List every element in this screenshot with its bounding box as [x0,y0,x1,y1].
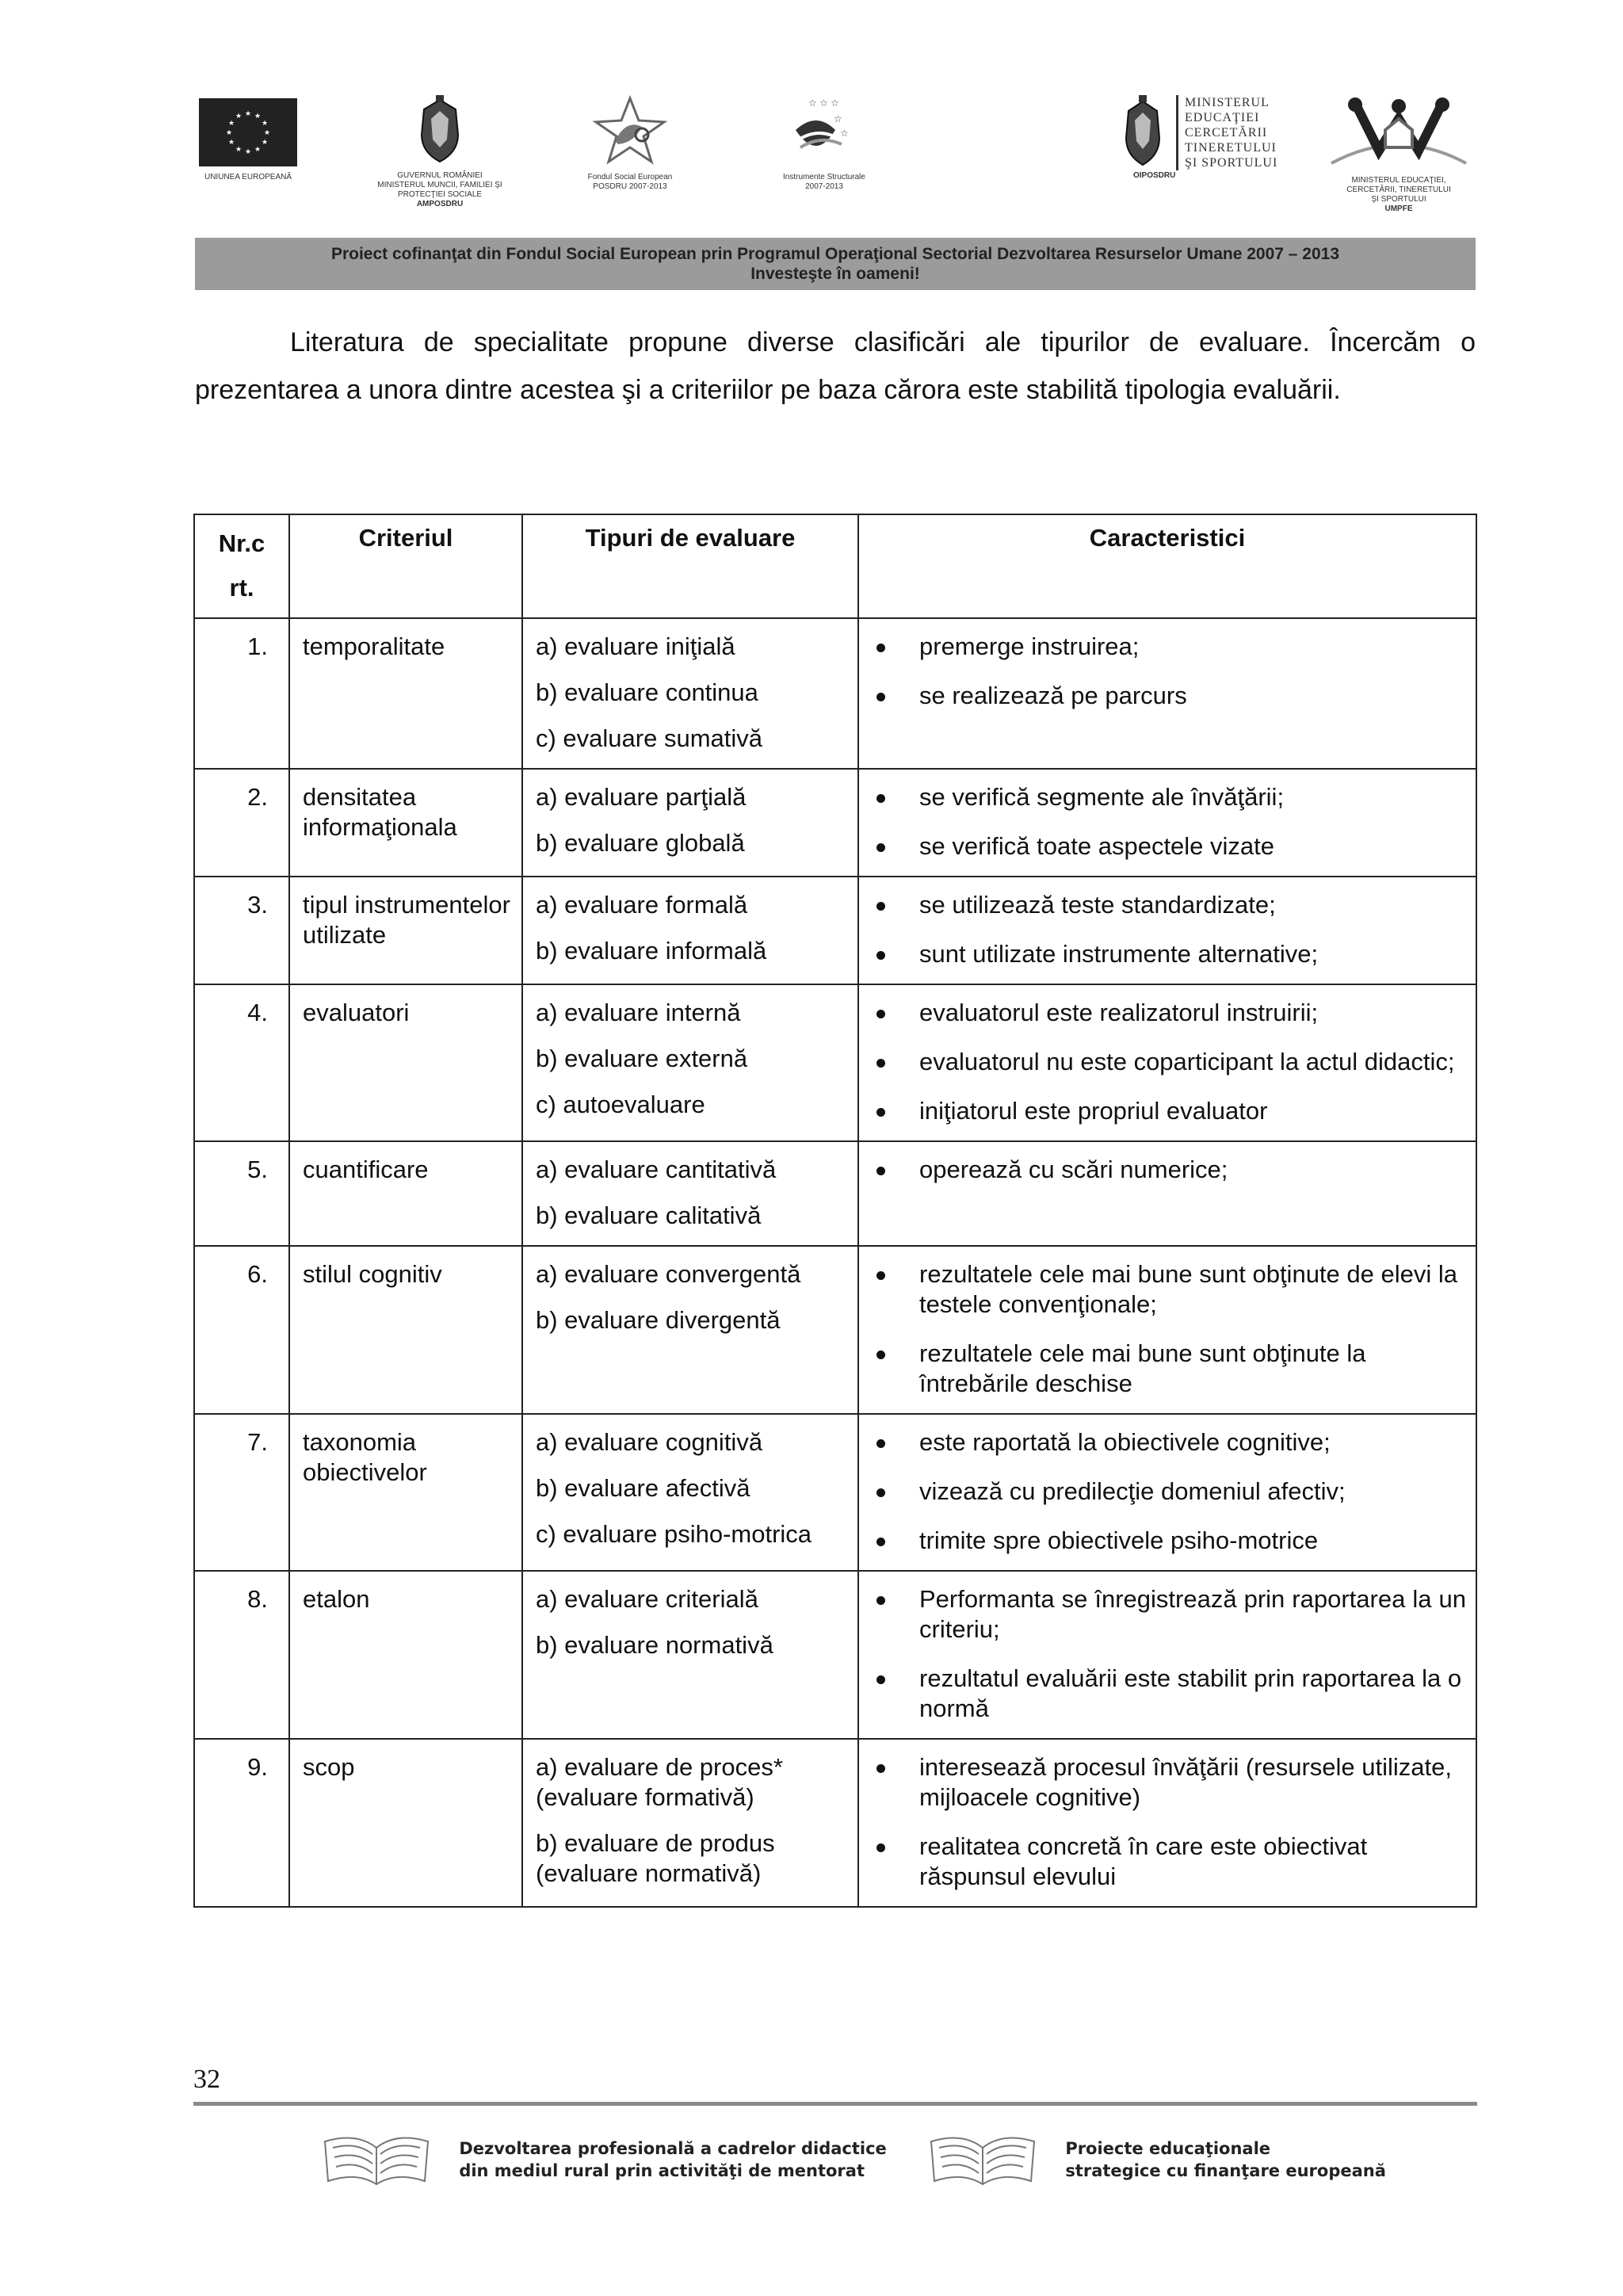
svg-text:★: ★ [225,129,233,137]
footer-left-line: Dezvoltarea profesională a cadrelor didactice [459,2139,887,2158]
logo-caption: OIPOSDRU [1133,171,1176,180]
svg-text:★: ★ [254,113,262,120]
row-tipuri [522,1571,858,1739]
caracteristica-item: interesează procesul învăţării (resursele utilizate, mijloacele cognitive) [872,1752,1466,1813]
ministry-name-line: MINISTERUL [1185,96,1270,109]
tip-evaluare: b) evaluare afectivă [536,1474,750,1502]
tip-evaluare: b) evaluare calitativă [536,1201,762,1229]
header-criteriu: Criteriul [289,514,522,618]
caracteristica-item: rezultatul evaluării este stabilit prin raportarea la o normă [872,1664,1466,1724]
table-row [194,1414,1476,1571]
tip-evaluare: a) evaluare cognitivă [536,1428,763,1456]
header-nr [194,514,289,618]
tip-evaluare: c) evaluare psiho-motrica [536,1520,812,1548]
caracteristica-item: se realizează pe parcurs [872,681,1466,711]
caracteristici-list [872,1584,1466,1724]
row-criteriu: densitatea informaţionala [289,769,522,877]
caracteristica-item: vizează cu predilecţie domeniul afectiv; [872,1477,1466,1507]
logo-caption: MINISTERUL MUNCII, FAMILIEI ŞI [377,181,502,189]
open-book-icon [317,2132,436,2187]
row-criteriu: scop [289,1739,522,1907]
eu-flag-icon [199,98,297,166]
row-criteriu: cuantificare [289,1141,522,1246]
svg-text:☆ ☆ ☆: ☆ ☆ ☆ [808,97,839,109]
row-criteriu: tipul instrumentelor utilizate [289,877,522,984]
tip-evaluare: a) evaluare convergentă [536,1260,801,1288]
row-number: 6. [194,1246,289,1414]
row-tipuri [522,984,858,1141]
row-tipuri [522,877,858,984]
logo-caption: Fondul Social European [587,173,673,181]
row-caracteristici [858,1571,1476,1739]
table-row [194,618,1476,769]
logo-caption: Instrumente Structurale [783,173,865,181]
row-tipuri [522,1246,858,1414]
caracteristica-item: trimite spre obiectivele psiho-motrice [872,1526,1466,1556]
caracteristici-list [872,890,1466,969]
tip-evaluare: b) evaluare divergentă [536,1306,781,1334]
caracteristica-item: Performanta se înregistrează prin raportarea la un criteriu; [872,1584,1466,1645]
logo-eu [197,98,300,182]
logo-ministry [1117,95,1308,181]
table-row [194,877,1476,984]
footer-right [923,2132,1386,2187]
row-caracteristici [858,1739,1476,1907]
caracteristica-item: este raportată la obiectivele cognitive; [872,1427,1466,1457]
tip-evaluare: a) evaluare internă [536,999,741,1026]
tip-evaluare: a) evaluare cantitativă [536,1156,777,1183]
caracteristici-list [872,1752,1466,1892]
row-tipuri [522,769,858,877]
tip-evaluare: b) evaluare globală [536,829,745,857]
open-book-icon [923,2132,1042,2187]
table-row [194,1571,1476,1739]
logo-caption: GUVERNUL ROMÂNIEI [397,171,483,180]
caracteristica-item: evaluatorul este realizatorul instruirii; [872,998,1466,1028]
row-criteriu: etalon [289,1571,522,1739]
caracteristica-item: rezultatele cele mai bune sunt obţinute la întrebările deschise [872,1339,1466,1399]
tip-evaluare: b) evaluare normativă [536,1631,773,1659]
logo-structural-instruments [753,95,896,192]
banner-line: Proiect cofinanţat din Fondul Social European prin Programul Operaţional Sectorial Dezvoltarea Resurselor Umane 2007 – 2013 [330,245,1340,263]
header-nr-line: Nr.c [218,529,265,557]
table-row [194,1141,1476,1246]
logo-umpfe [1316,95,1482,214]
table-header-row [194,514,1476,618]
header-tipuri: Tipuri de evaluare [522,514,858,618]
caracteristici-list [872,998,1466,1126]
logo-fse [567,95,693,192]
logo-caption: POSDRU 2007-2013 [593,182,667,191]
caracteristici-list [872,1427,1466,1556]
svg-text:★: ★ [244,148,252,156]
logo-caption: 2007-2013 [805,182,843,191]
romanian-coat-of-arms-icon [412,95,468,166]
row-caracteristici [858,984,1476,1141]
row-tipuri [522,1739,858,1907]
row-number: 9. [194,1739,289,1907]
caracteristica-item: premerge instruirea; [872,632,1466,662]
logo-caption: UMPFE [1384,204,1413,213]
caracteristica-item: se utilizează teste standardizate; [872,890,1466,920]
caracteristica-item: iniţiatorul este propriul evaluator [872,1096,1466,1126]
logo-caption: UNIUNEA EUROPEANĂ [204,173,292,181]
footer-right-line: Proiecte educaţionale [1065,2139,1271,2158]
table-row [194,769,1476,877]
project-banner [195,238,1476,290]
tip-evaluare: b) evaluare de produs (evaluare normativă) [536,1829,775,1887]
umpfe-logo-icon [1323,95,1474,171]
row-criteriu: temporalitate [289,618,522,769]
structural-instruments-logo-icon [785,95,864,166]
tip-evaluare: a) evaluare criterială [536,1585,758,1613]
romanian-coat-of-arms-icon [1117,95,1168,171]
row-caracteristici [858,1141,1476,1246]
row-caracteristici [858,1246,1476,1414]
table-row [194,984,1476,1141]
row-caracteristici [858,769,1476,877]
row-number: 4. [194,984,289,1141]
row-criteriu: taxonomia obiectivelor [289,1414,522,1571]
svg-text:★: ★ [227,139,235,147]
row-number: 2. [194,769,289,877]
row-criteriu: stilul cognitiv [289,1246,522,1414]
caracteristica-item: se verifică toate aspectele vizate [872,831,1466,861]
caracteristica-item: se verifică segmente ale învăţării; [872,782,1466,812]
logo-caption: CERCETĂRII, TINERETULUI [1346,185,1451,194]
svg-text:★: ★ [261,139,269,147]
tip-evaluare: b) evaluare informală [536,937,767,965]
tip-evaluare: a) evaluare formală [536,891,748,919]
row-tipuri [522,1414,858,1571]
row-caracteristici [858,1414,1476,1571]
tip-evaluare: b) evaluare externă [536,1045,748,1072]
tip-evaluare: c) autoevaluare [536,1091,705,1118]
caracteristici-list [872,1259,1466,1399]
ministry-name-line: CERCETĂRII [1185,126,1268,139]
ministry-name-line: EDUCAŢIEI [1185,111,1260,124]
svg-text:★: ★ [227,120,235,128]
ministry-name-line: ŞI SPORTULUI [1185,156,1278,170]
tip-evaluare: a) evaluare de proces* (evaluare formativă) [536,1753,783,1811]
table-body [194,618,1476,1907]
logo-government [361,95,519,209]
logo-caption: PROTECŢIEI SOCIALE [397,190,483,199]
caracteristica-item: operează cu scări numerice; [872,1155,1466,1185]
svg-text:☆: ☆ [834,113,842,124]
page-number: 32 [193,2065,220,2094]
svg-text:★: ★ [235,113,242,120]
logo-caption: MINISTERUL EDUCAŢIEI, [1351,176,1446,185]
tip-evaluare: b) evaluare continua [536,678,758,706]
header-nr-line: rt. [229,574,254,602]
footer-left [317,2132,887,2187]
row-tipuri [522,618,858,769]
row-caracteristici [858,618,1476,769]
table-row [194,1246,1476,1414]
caracteristica-item: rezultatele cele mai bune sunt obţinute de elevi la testele convenţionale; [872,1259,1466,1320]
tip-evaluare: a) evaluare parţială [536,783,747,811]
banner-slogan: Investeşte în oameni! [750,265,920,283]
logo-caption: ŞI SPORTULUI [1371,195,1426,204]
caracteristici-list [872,632,1466,711]
footer-divider [193,2102,1477,2106]
fse-star-logo-icon [586,95,674,166]
svg-text:★: ★ [244,110,252,118]
svg-text:★: ★ [263,129,271,137]
row-number: 1. [194,618,289,769]
row-number: 3. [194,877,289,984]
svg-text:★: ★ [261,120,269,128]
footer-right-line: strategice cu finanţare europeană [1065,2161,1386,2180]
caracteristica-item: evaluatorul nu este coparticipant la actul didactic; [872,1047,1466,1077]
row-criteriu: evaluatori [289,984,522,1141]
caracteristica-item: sunt utilizate instrumente alternative; [872,939,1466,969]
svg-text:★: ★ [254,146,262,154]
footer-left-line: din mediul rural prin activităţi de mentorat [459,2161,865,2180]
row-number: 5. [194,1141,289,1246]
intro-paragraph: Literatura de specialitate propune diverse clasificări ale tipurilor de evaluare. Încercăm o prezentarea a unora dintre acestea şi a criteriilor pe baza cărora este stabilită tipologia evaluării. [195,327,1476,405]
row-number: 7. [194,1414,289,1571]
caracteristici-list [872,1155,1466,1185]
row-caracteristici [858,877,1476,984]
tip-evaluare: a) evaluare iniţială [536,632,735,660]
caracteristici-list [872,782,1466,861]
evaluation-types-table [193,514,1477,1908]
row-number: 8. [194,1571,289,1739]
svg-text:☆: ☆ [840,128,849,139]
tip-evaluare: c) evaluare sumativă [536,724,763,752]
ministry-name-line: TINERETULUI [1185,141,1277,155]
logo-caption: AMPOSDRU [416,200,464,208]
header-caracteristici: Caracteristici [858,514,1476,618]
svg-text:★: ★ [235,146,242,154]
table-row [194,1739,1476,1907]
caracteristica-item: realitatea concretă în care este obiectivat răspunsul elevului [872,1832,1466,1892]
row-tipuri [522,1141,858,1246]
